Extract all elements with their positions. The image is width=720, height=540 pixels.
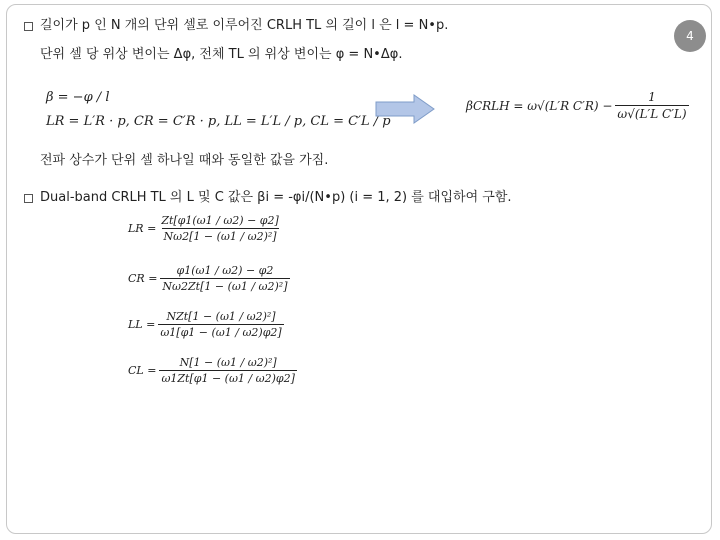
formula-LR — [128, 214, 281, 243]
unit-cell-parameters-equation: LR = L′R · p, CR = C′R · p, LL = L′L / p, CL = C′L / p — [46, 114, 391, 129]
crlh-propagation-equation — [466, 90, 689, 121]
beta-equation: β = −φ / l — [46, 90, 110, 105]
formula-fraction — [159, 214, 280, 243]
checkbox-square-icon — [24, 22, 33, 31]
formula-denominator: Nω2Zt[1 − (ω1 / ω2)²] — [162, 280, 288, 293]
formula-CL — [128, 356, 297, 385]
bullet-2-text: Dual-band CRLH TL 의 L 및 C 값은 βi = -φi/(N•p) (i = 1, 2) 를 대입하여 구함. — [40, 190, 512, 205]
formula-fraction — [158, 310, 283, 339]
formula-lhs: CL = — [128, 364, 157, 377]
crlh-eq-fraction — [615, 90, 688, 121]
formula-lhs: LL = — [128, 318, 156, 331]
formula-numerator: NZt[1 − (ω1 / ω2)²] — [166, 310, 276, 323]
formula-numerator: N[1 − (ω1 / ω2)²] — [179, 356, 277, 369]
formula-fraction — [159, 356, 296, 385]
formula-CR — [128, 264, 290, 293]
slide-frame — [6, 4, 712, 534]
formula-fraction — [160, 264, 289, 293]
crlh-eq-denominator: ω√(L′L C′L) — [617, 107, 687, 121]
formula-denominator: Nω2[1 − (ω1 / ω2)²] — [163, 230, 277, 243]
formula-LL — [128, 310, 284, 339]
bullet-1-text: 길이가 p 인 N 개의 단위 셀로 이루어진 CRLH TL 의 길이 l 은 l = N•p. — [40, 18, 449, 33]
formula-lhs: CR = — [128, 272, 158, 285]
formula-numerator: Zt[φ1(ω1 / ω2) − φ2] — [161, 214, 279, 227]
sub-bullet-2-text: 전파 상수가 단위 셀 하나일 때와 동일한 값을 가짐. — [40, 153, 329, 168]
formula-denominator: ω1[φ1 − (ω1 / ω2)φ2] — [160, 326, 282, 339]
formula-lhs: LR = — [128, 222, 157, 235]
sub-bullet-1-text: 단위 셀 당 위상 변이는 Δφ, 전체 TL 의 위상 변이는 φ = N•Δφ. — [40, 47, 403, 62]
checkbox-square-icon — [24, 194, 33, 203]
right-arrow-icon — [374, 94, 436, 124]
crlh-eq-numerator: 1 — [648, 90, 656, 104]
crlh-eq-lhs: βCRLH = ω√(L′R C′R) − — [466, 98, 613, 113]
page-number-badge: 4 — [674, 20, 706, 52]
formula-denominator: ω1Zt[φ1 − (ω1 / ω2)φ2] — [161, 372, 295, 385]
formula-numerator: φ1(ω1 / ω2) − φ2 — [176, 264, 274, 277]
